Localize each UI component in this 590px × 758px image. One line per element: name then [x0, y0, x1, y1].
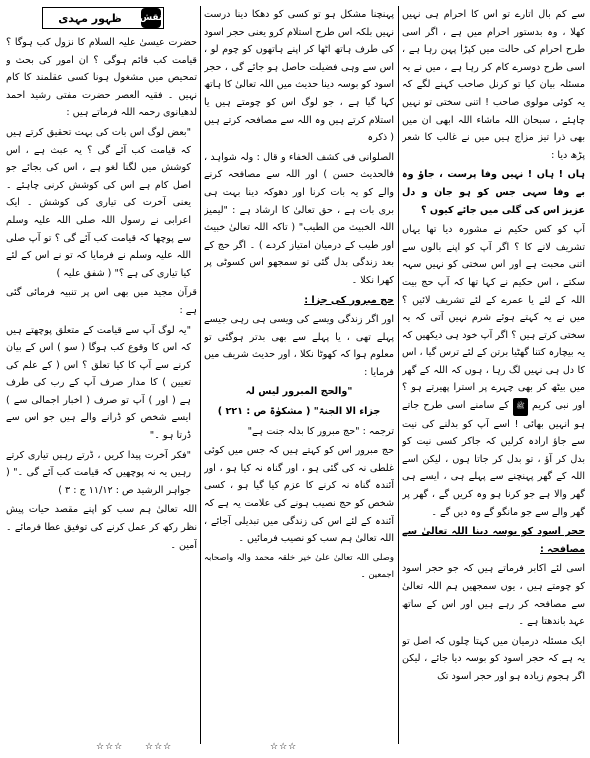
logo-badge: نقش — [141, 8, 161, 28]
arabic-hadith-line: جزاء الا الجنۃ" ( مشکوٰۃ ص : ۲۲۱ ) — [217, 406, 381, 418]
quotation: "بعض لوگ اس بات کی بہت تحقیق کرتے ہیں کہ قیامت کب آئے گی ؟ یہ عبث ہے ، اس کوشش میں لگنا لغو ہے ، اس کی بجائے جو اصل کام ہے اس کی کوشش کرنی چاہئے ۔ یعنی آخرت کی تیاری کی کوشش ۔ ایک اعرابی نے رسول اللہ صلی اللہ علیہ وسلم سے پوچھا کہ قیامت کب آئے گی ؟ تو آپ صلی اللہ علیہ وسلم نے فرمایا کہ تو نے اس کے لئے کیا تیاری کی ہے ؟" ( شفق علیہ ) — [6, 126, 191, 279]
section-heading — [204, 292, 394, 310]
section-heading-text: حجر اسود کو بوسہ دینا اللہ تعالیٰ سے مصافحہ : — [402, 526, 585, 555]
paragraph: حضرت عیسیٰ علیہ السلام کا نزول کب ہوگا ؟ قیامت کب قائم ہوگی ؟ ان امور کی بحث و تمحیص میں مشغول ہونا کسی عقلمند کا کام نہیں ۔ فقیہ العصر حضرت مفتی رشید احمد لدھیانوی رحمہ اللہ فرماتے ہیں : — [6, 37, 197, 119]
end-stars: ☆☆☆ — [270, 742, 298, 752]
section-heading — [402, 523, 585, 558]
paragraph: اور اگر زندگی ویسے کی ویسی ہی رہی جیسے پہلے تھی ، یا پہلے سے بھی بدتر ہوگئی تو معلوم ہوا کہ کھوٹا نکلا ، اور حدیث شریف میں فرمایا : — [204, 314, 394, 378]
left-column — [6, 34, 197, 752]
salutation-symbol: ﷺ — [513, 398, 527, 416]
paragraph: اسی لئے اکابر فرماتے ہیں کہ جو حجر اسود کو چومتے ہیں ، یوں سمجھیں ہم اللہ تعالیٰ سے مصافحہ کر رہے ہیں اور اس کے ساتھ عہد باندھتا ہے ۔ — [402, 563, 585, 628]
closing-dua: وصلی اللہ تعالیٰ علیٰ خیر خلقہ محمد والہ واصحابہ اجمعین ۔ — [204, 552, 394, 581]
author-name: ظہور مہدی — [58, 11, 122, 25]
arabic-hadith-line: "والحج المبرور لیس لہ — [245, 386, 353, 398]
paragraph-text: کے سامنے اسی طرح جاتے ہو انہیں بھائی ! اسے آپ کو بدلنے کی نیت سے جاؤ ارادہ کرلیں کہ جاکر کسی نیت کو بدل کر آؤ ، تو بدل کر جاتا ہوں ، لیکن اسے اللہ کے گھر پہنچنے سے پہلے ہی ، ایسے ہی گھر والا ہے جو کرنا ہو وہ کریں گے ، گھر پر گھر والے سے جو مانگو گے وہ دیں گے ۔ — [402, 400, 585, 518]
paragraph: سے کم بال اتارے تو اس کا احرام ہی نہیں کھلا ، وہ بدستور احرام میں ہے ، اگر اسی طرح احرام کی حالت میں کپڑا پہن رہا ہے ، اسی طرح دوسرے کام کر رہا ہے ، میں نے یہ مسئلہ بیان کیا تو کرنل صاحب کہنے لگے کہ یہ کوئی مولوی صاحب ! اتنی سختی تو نہیں چاہئے ، سبحان اللہ ماشاء اللہ ابھی ان میں بھی ذرا تیز مزاج ہیں میں نے غالب کا شعر پڑھ دیا : — [402, 9, 585, 161]
column-divider — [398, 6, 399, 744]
end-stars: ☆☆☆ — [96, 742, 124, 752]
paragraph: حج مبرور اس کو کہتے ہیں کہ جس میں کوئی غلطی نہ کی گئی ہو ، اور گناہ نہ کیا ہو ، اور آئندہ گناہ نہ کرنے کا عزم کیا گیا ہو ، کسی شخص کو حج نصیب ہونے کی علامت یہ ہے کہ آئندہ کے لئے اس کی زندگی میں تبدیلی آجائے ، اللہ تعالیٰ ہم سب کو نصیب فرمائیں ۔ — [204, 445, 394, 545]
column-divider — [200, 6, 201, 744]
quotation: "یہ لوگ آپ سے قیامت کے متعلق پوچھتے ہیں کہ اس کا وقوع کب ہوگا ( سو ) اس کے بیان کرنے سے آپ کا کیا تعلق ؟ اس ( کے علم کی تعیین ) کا مدار صرف آپ کے رب کی طرف ہے ( اور ) آپ تو صرف ( اخبار اجمالی سے ) ایسے شخص کو ڈرانے والے ہیں جو اس سے ڈرتا ہو ۔" — [6, 324, 191, 442]
paragraph: پہنچنا مشکل ہو تو کسی کو دھکا دینا درست نہیں بلکہ اس طرح استلام کرو یعنی حجر اسود کی طرف ہاتھ اٹھا کر اپنے ہاتھوں کو چوم لو ، اس سے وہی فضیلت حاصل ہو جائے گی ، حجر اسود کو بوسہ دینا حدیث میں اللہ تعالیٰ کا ہاتھ کہا گیا ہے ، جو لوگ اس کو چومتے ہیں یا استلام کرتے ہیں وہ اللہ سے مصافحہ کرتے ہیں ( ذکرہ — [204, 9, 394, 144]
section-heading-text: حج مبرور کی جزا : — [304, 294, 394, 306]
verse: ہاں ! ہاں ! نہیں وفا پرست ، جاؤ وہ بے وفا سہی جس کو ہو جان و دل عزیز اس کی گلی میں جائے کیوں ؟ — [402, 169, 585, 216]
paragraph-text: آپ کو کس حکیم نے مشورہ دیا تھا یہاں تشریف لانے کا ؟ اگر آپ کو اپنے بالوں سے اتنی محبت ہے اور اس سختی کو نہیں سہہ سکتے ، اس حکیم نے کہا تھا کہ آپ حج بیت اللہ کے لئے یا عمرے کے لئے تشریف لائیں ؟ میں نے یہ کہتے ہوئے شرم نہیں آتی کہ یہ سختی کرتے ہیں ؟ اگر آپ خود ہی دیکھیں کہ یہ بیچارہ کتنا گھٹیا برتن کے لئے ترس گیا ، اس کا دل ہی نہیں لگ رہا ، ہوں کہ اللہ کے گھر میں بیٹھ کر بھی چہرے پر استرا پھیرتے ہو ؟ اور نبی کریم — [402, 224, 585, 412]
end-stars: ☆☆☆ — [145, 742, 173, 752]
paragraph: الصلوانی فی کشف الخفاء و قال : ولہ شواہد ، فالحدیث حسن ) اور اللہ سے مصافحہ کرنے والے کو یہ بات کرنا اور دھوکہ دینا بہت ہی بری بات ہے ، حق تعالیٰ کا ارشاد ہے : "لیمیز اللہ الخبیث من الطیب" ( تاکہ اللہ تعالیٰ خبیث اور طیب کے درمیان امتیاز کردے ) ۔ اگر حج کے بعد زندگی بدل گئی تو سمجھو اس کسوٹی پر کھرا نکلا ۔ — [204, 151, 394, 286]
quotation: "فکر آخرت پیدا کریں ، ڈرتے رہیں تیاری کرتے رہیں یہ نہ پوچھیں کہ قیامت کب آئے گی ۔" ( جواہر الرشید ص : ۱۱/۱۲ ج : ۳ ) — [6, 449, 191, 496]
translation: ترجمہ : "حج مبرور کا بدلہ جنت ہے" — [247, 425, 394, 437]
paragraph: ایک مسئلہ درمیان میں کہتا چلوں کہ اصل تو یہ ہے کہ حجر اسود کو بوسہ دیا جائے ، لیکن اگر ہجوم زیادہ ہو اور حجر اسود تک — [402, 635, 585, 682]
middle-column — [204, 6, 394, 752]
paragraph: اللہ تعالیٰ ہم سب کو اپنے مقصد حیات پیش نظر رکھ کر عمل کرنے کی توفیق عطا فرمائے ۔ آمین ۔ — [6, 504, 197, 551]
author-byline — [42, 7, 164, 29]
right-column — [402, 6, 585, 752]
paragraph — [402, 221, 585, 521]
paragraph: قرآن مجید میں بھی اس پر تنبیہ فرمائی گئی ہے : — [6, 287, 197, 316]
